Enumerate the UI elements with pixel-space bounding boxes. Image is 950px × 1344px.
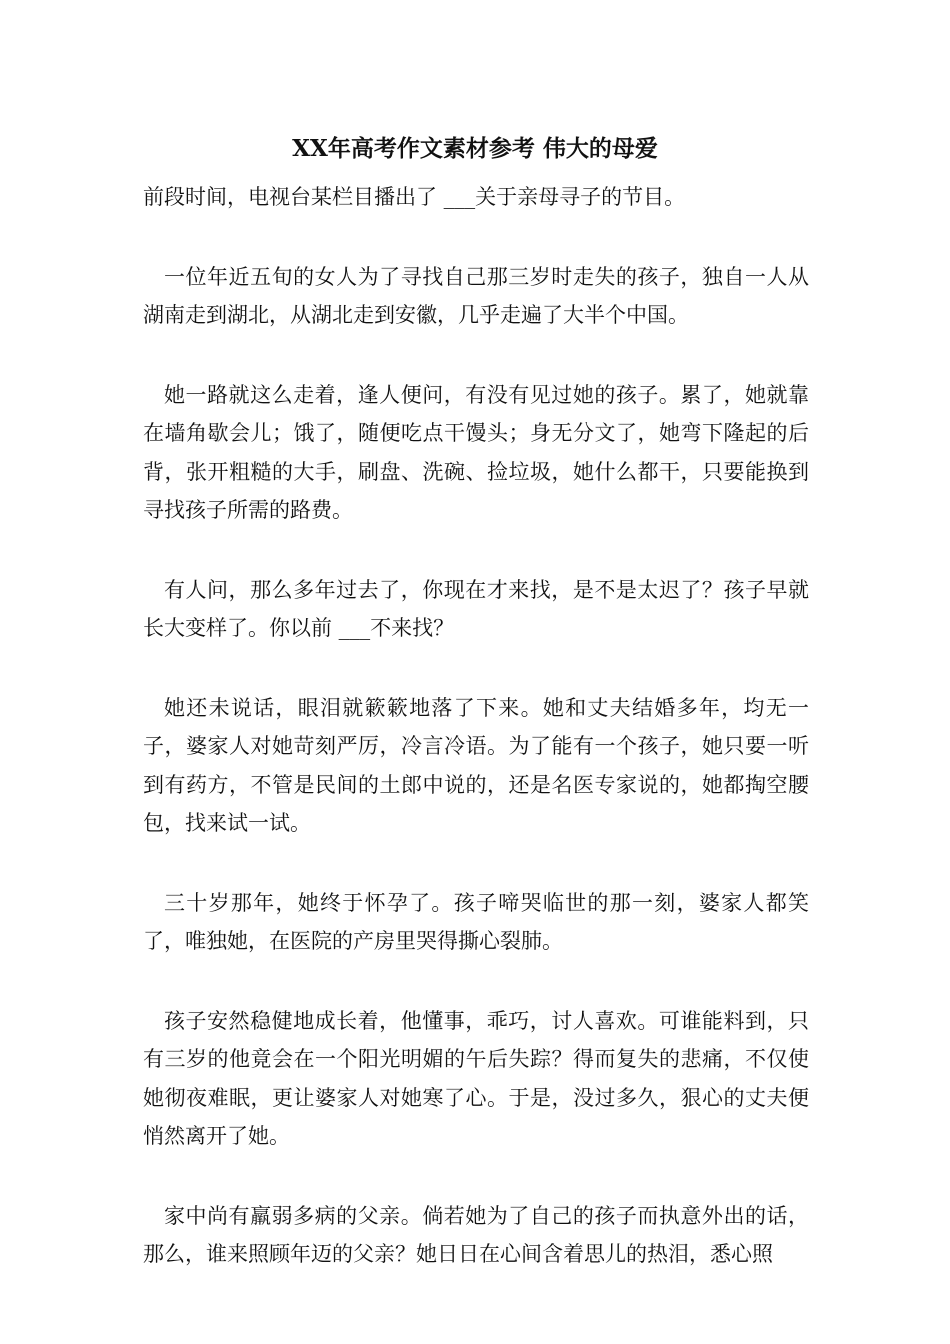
document-body — [143, 178, 809, 1315]
paragraph: 有人问，那么多年过去了，你现在才来找，是不是太迟了？孩子早就长大变样了。你以前 ___不来找？ — [143, 577, 809, 640]
paragraph: 前段时间，电视台某栏目播出了 ___关于亲母寻子的节目。 — [143, 185, 686, 209]
paragraph: 她一路就这么走着，逢人便问，有没有见过她的孩子。累了，她就靠在墙角歇会儿；饿了，随便吃点干馒头；身无分文了，她弯下隆起的后背，张开粗糙的大手，刷盘、洗碗、捡垃圾，她什么都干，只要能换到寻找孩子所需的路费。 — [143, 382, 809, 522]
paragraph: 孩子安然稳健地成长着，他懂事，乖巧，讨人喜欢。可谁能料到，只有三岁的他竟会在一个阳光明媚的午后失踪？得而复失的悲痛，不仅使她彻夜难眠，更让婆家人对她寒了心。于是，没过多久，狠心的丈夫便悄然离开了她。 — [143, 1008, 809, 1148]
paragraph: 她还未说话，眼泪就簌簌地落了下来。她和丈夫结婚多年，均无一子，婆家人对她苛刻严厉，冷言冷语。为了能有一个孩子，她只要一听到有药方，不管是民间的土郎中说的，还是名医专家说的，她都掏空腰包，找来试一试。 — [143, 695, 809, 835]
paragraph: 一位年近五旬的女人为了寻找自己那三岁时走失的孩子，独自一人从湖南走到湖北，从湖北走到安徽，几乎走遍了大半个中国。 — [143, 264, 809, 327]
document-title: XX年高考作文素材参考 伟大的母爱 — [292, 135, 658, 162]
paragraph: 家中尚有羸弱多病的父亲。倘若她为了自己的孩子而执意外出的话，那么，谁来照顾年迈的父亲？她日日在心间含着思儿的热泪，悉心照 — [143, 1203, 809, 1266]
paragraph: 三十岁那年，她终于怀孕了。孩子啼哭临世的那一刻，婆家人都笑了，唯独她，在医院的产房里哭得撕心裂肺。 — [143, 890, 809, 953]
